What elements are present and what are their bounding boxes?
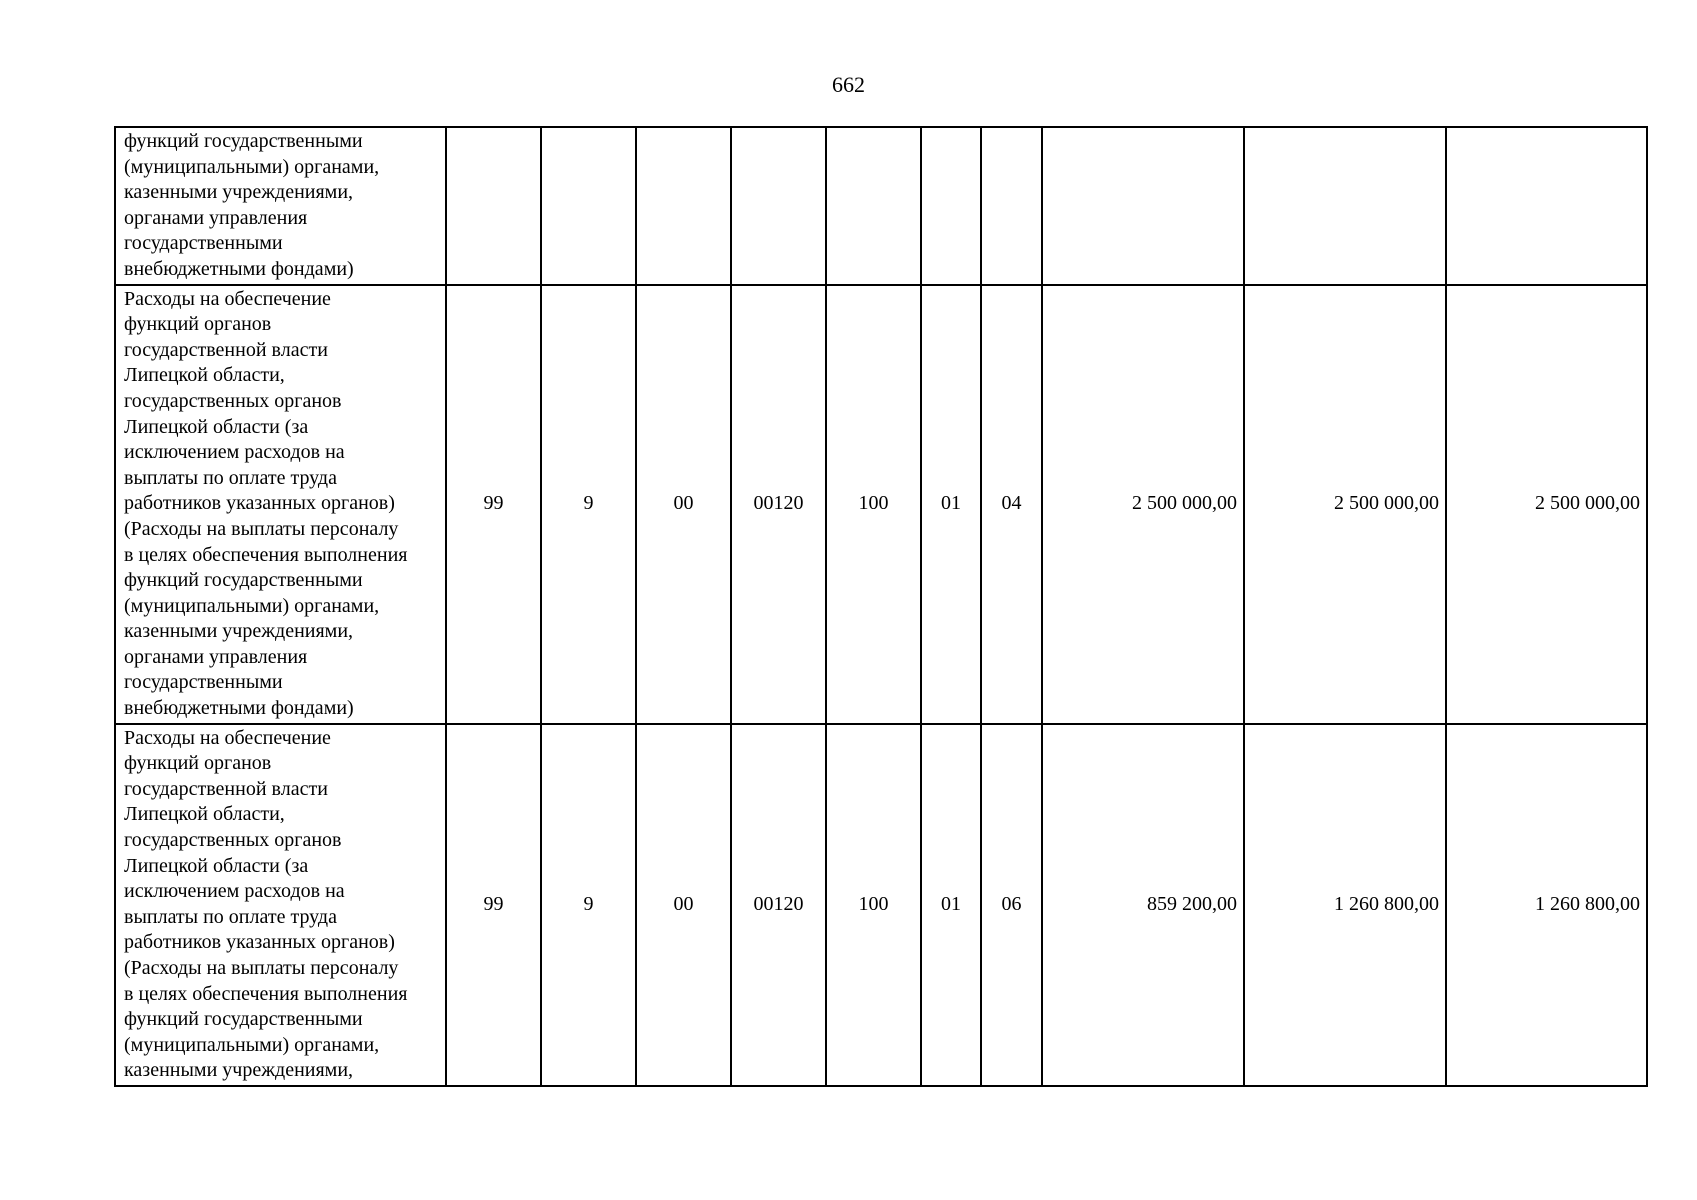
amount-cell-1 [1042,127,1244,285]
main-activity-code-cell: 00 [636,724,731,1086]
subsection-cell: 04 [981,285,1042,724]
table-row [115,127,1647,285]
row-description: Расходы на обеспечение функций органов государственной власти Липецкой области, государственных органов Липецкой области (за исключением расходов на выплаты по оплате труда работников указанных органов) (Расходы на выплаты персоналу в целях обеспечения выполнения функций государственными (муниципальными) органами, казенными учреждениями, органами управления государственными внебюджетными фондами) [115,285,446,724]
main-activity-code-cell: 00 [636,285,731,724]
section-cell [921,127,981,285]
table-row [115,724,1647,1086]
subsection-cell [981,127,1042,285]
amount-cell-2: 2 500 000,00 [1244,285,1446,724]
subprogram-code-cell: 9 [541,724,636,1086]
amount-cell-2: 1 260 800,00 [1244,724,1446,1086]
expense-type-cell: 100 [826,285,921,724]
page-number: 662 [832,72,865,97]
amount-cell-1: 859 200,00 [1042,724,1244,1086]
budget-table [114,126,1648,1087]
main-activity-code-cell [636,127,731,285]
expense-type-cell [826,127,921,285]
direction-code-cell: 00120 [731,724,826,1086]
amount-cell-3: 1 260 800,00 [1446,724,1647,1086]
subprogram-code-cell [541,127,636,285]
direction-code-cell: 00120 [731,285,826,724]
direction-code-cell [731,127,826,285]
program-code-cell [446,127,541,285]
expense-type-cell: 100 [826,724,921,1086]
amount-cell-1: 2 500 000,00 [1042,285,1244,724]
amount-cell-3 [1446,127,1647,285]
amount-cell-3: 2 500 000,00 [1446,285,1647,724]
subsection-cell: 06 [981,724,1042,1086]
amount-cell-2 [1244,127,1446,285]
program-code-cell: 99 [446,724,541,1086]
row-description: Расходы на обеспечение функций органов государственной власти Липецкой области, государственных органов Липецкой области (за исключением расходов на выплаты по оплате труда работников указанных органов) (Расходы на выплаты персоналу в целях обеспечения выполнения функций государственными (муниципальными) органами, казенными учреждениями, [115,724,446,1086]
row-description: функций государственными (муниципальными) органами, казенными учреждениями, органами управления государственными внебюджетными фондами) [115,127,446,285]
section-cell: 01 [921,724,981,1086]
table-row [115,285,1647,724]
section-cell: 01 [921,285,981,724]
subprogram-code-cell: 9 [541,285,636,724]
program-code-cell: 99 [446,285,541,724]
